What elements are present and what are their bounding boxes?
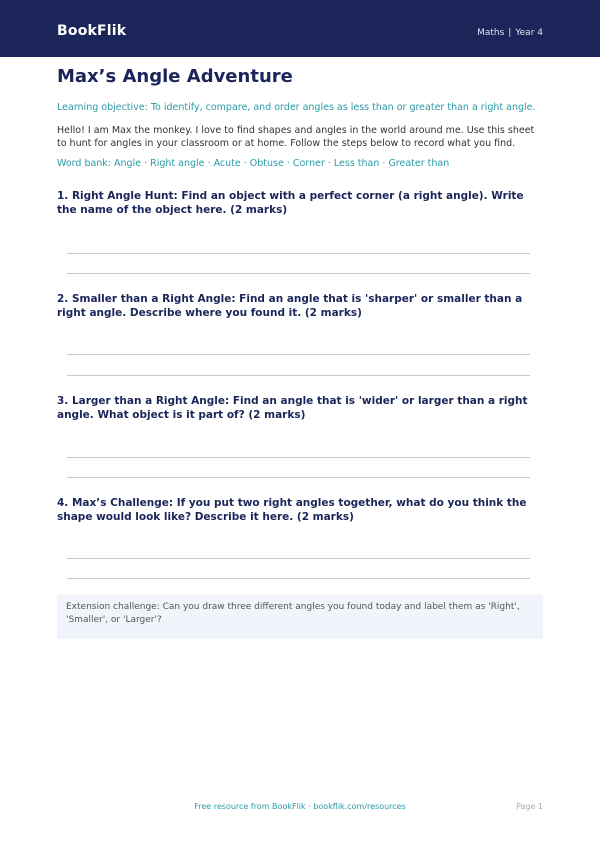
subject-label: Maths	[477, 28, 505, 38]
answer-line[interactable]	[67, 578, 530, 579]
question-1	[57, 189, 543, 217]
extension-box	[57, 595, 543, 639]
question-text: 3. Larger than a Right Angle: Find an angle that is 'wider' or larger than a right angle. What object is it part of? (2 marks)	[57, 395, 528, 421]
year-label: Year 4	[515, 28, 543, 38]
answer-line[interactable]	[67, 457, 530, 458]
learning-objective: Learning objective: To identify, compare, and order angles as less than or greater than a right angle.	[57, 102, 536, 113]
header-bar	[0, 0, 600, 57]
question-text: 1. Right Angle Hunt: Find an object with a perfect corner (a right angle). Write the name of the object here. (2 marks)	[57, 190, 524, 216]
extension-text: Extension challenge: Can you draw three different angles you found today and label them as 'Right', 'Smaller', or 'Larger'?	[66, 602, 520, 625]
footer-credit[interactable]: Free resource from BookFlik · bookflik.com/resources	[194, 802, 406, 811]
answer-line[interactable]	[67, 477, 530, 478]
answer-line[interactable]	[67, 253, 530, 254]
page-title: Max’s Angle Adventure	[57, 66, 293, 87]
question-4	[57, 496, 543, 524]
header-meta	[477, 28, 543, 38]
page-number: Page 1	[516, 802, 543, 811]
answer-line[interactable]	[67, 354, 530, 355]
question-2	[57, 292, 543, 320]
meta-separator: |	[508, 28, 512, 38]
intro-text: Hello! I am Max the monkey. I love to find shapes and angles in the world around me. Use this sheet to hunt for angles in your classroom or at home. Follow the steps below to record what you find.	[57, 125, 535, 149]
question-text: 4. Max’s Challenge: If you put two right angles together, what do you think the shape would look like? Describe it here. (2 marks)	[57, 497, 527, 523]
worksheet-content	[57, 57, 543, 625]
question-text: 2. Smaller than a Right Angle: Find an angle that is 'sharper' or smaller than a right angle. Describe where you found it. (2 marks)	[57, 293, 523, 319]
answer-line[interactable]	[67, 558, 530, 559]
word-bank: Word bank: Angle · Right angle · Acute · Obtuse · Corner · Less than · Greater than	[57, 158, 450, 169]
answer-line[interactable]	[67, 375, 530, 376]
brand-logo[interactable]: BookFlik	[57, 23, 127, 39]
footer	[0, 802, 600, 816]
answer-line[interactable]	[67, 273, 530, 274]
question-3	[57, 394, 543, 422]
